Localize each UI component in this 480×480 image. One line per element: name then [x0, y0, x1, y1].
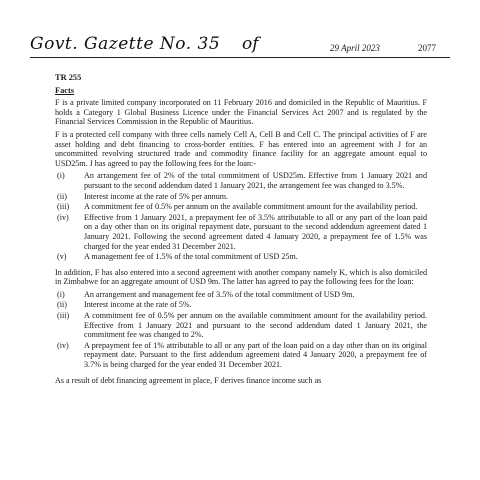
list-item-text: Interest income at the rate of 5%.: [84, 300, 192, 310]
ruling-reference: TR 255: [55, 73, 82, 82]
list-item: [55, 171, 427, 190]
list-item-number: (iv): [57, 340, 69, 350]
paragraph-second-agreement: In addition, F has also entered into a second agreement with another company namely K, which is also domiciled in Zimbabwe for an aggregate amount of USD 9m. The latter has agreed to pay the following fees for the loan:: [55, 267, 427, 287]
list-item: [55, 311, 427, 340]
facts-heading: Facts: [55, 85, 75, 95]
list-item: [55, 341, 427, 370]
list-item-text: A management fee of 1.5% of the total commitment of USD 25m.: [84, 252, 298, 262]
list-item: [55, 300, 427, 310]
list-item-text: An arrangement and management fee of 3.5% of the total commitment of USD 9m.: [84, 289, 355, 299]
list-item: [55, 213, 427, 251]
list-item-number: (ii): [57, 191, 67, 201]
document-body: [55, 73, 427, 388]
paragraph-finance-income: As a result of debt financing agreement in place, F derives finance income such as: [55, 375, 322, 385]
fees-list-j: [55, 171, 427, 261]
list-item-number: (i): [57, 289, 65, 299]
list-item-text: A commitment fee of 0.5% per annum on the available commitment amount for the availability period.: [84, 202, 418, 212]
list-item-number: (iii): [57, 311, 70, 321]
list-item-text: A prepayment fee of 1% attributable to all or any part of the loan paid on a day other than on its original repayment date. Pursuant to the first addendum agreement dated 4 January 2020, a prepayment fee of 3.7% is being charged for the year ended 31 December 2021.: [84, 340, 427, 370]
list-item-number: (ii): [57, 300, 67, 310]
paragraph-principal-activities: F is a protected cell company with three cells namely Cell A, Cell B and Cell C. The principal activities of F are asset holding and debt financing to cross-border entities. F has entered into an agreement with J for an uncommitted revolving structured trade and commodity finance facility for an aggregate amount equal to USD25m. J has agreed to pay the following fees for the loan:-: [55, 129, 427, 168]
paragraph-company-info: F is a private limited company incorporated on 11 February 2016 and domiciled in the Republic of Mauritius. F holds a Category 1 Global Business Licence under the Financial Services Act 2007 and is regulated by the Financial Services Commission in the Republic of Mauritius.: [55, 98, 427, 127]
list-item: [55, 192, 427, 202]
list-item-number: (iii): [57, 202, 70, 212]
page-header: [30, 34, 450, 64]
list-item-text: Effective from 1 January 2021, a prepayment fee of 3.5% attributable to all or any part of the loan paid on a day other than on its original repayment date, pursuant to the second addendum agreement dated 1 January 2021. Following the second agreement dated 4 January 2020, a prepayment fee of 1.5% was charged for the year ended 31 December 2021.: [84, 212, 427, 251]
list-item: [55, 290, 427, 300]
list-item-text: A commitment fee of 0.5% per annum on the available commitment amount for the availability period. Effective from 1 January 2021 and pursuant to the second addendum dated 1 January 2021, the commitment fee was changed to 2%.: [84, 311, 427, 340]
gazette-date: 29 April 2023: [330, 43, 380, 53]
list-item-number: (v): [57, 252, 67, 262]
list-item-number: (i): [57, 171, 65, 181]
fees-list-k: [55, 290, 427, 370]
list-item: [55, 202, 427, 212]
handwritten-of: of: [242, 34, 259, 54]
list-item-text: Interest income at the rate of 5% per annum.: [84, 191, 229, 201]
list-item-text: An arrangement fee of 2% of the total commitment of USD25m. Effective from 1 January 2021 and pursuant to the second addendum dated 1 January 2021, the arrangement fee was changed to 3.5%.: [84, 171, 427, 190]
handwritten-gazette-note: Govt. Gazette No. 35: [30, 34, 221, 54]
page-number: 2077: [418, 43, 436, 53]
list-item: [55, 252, 427, 262]
list-item-number: (iv): [57, 212, 69, 222]
header-rule: [30, 57, 450, 58]
